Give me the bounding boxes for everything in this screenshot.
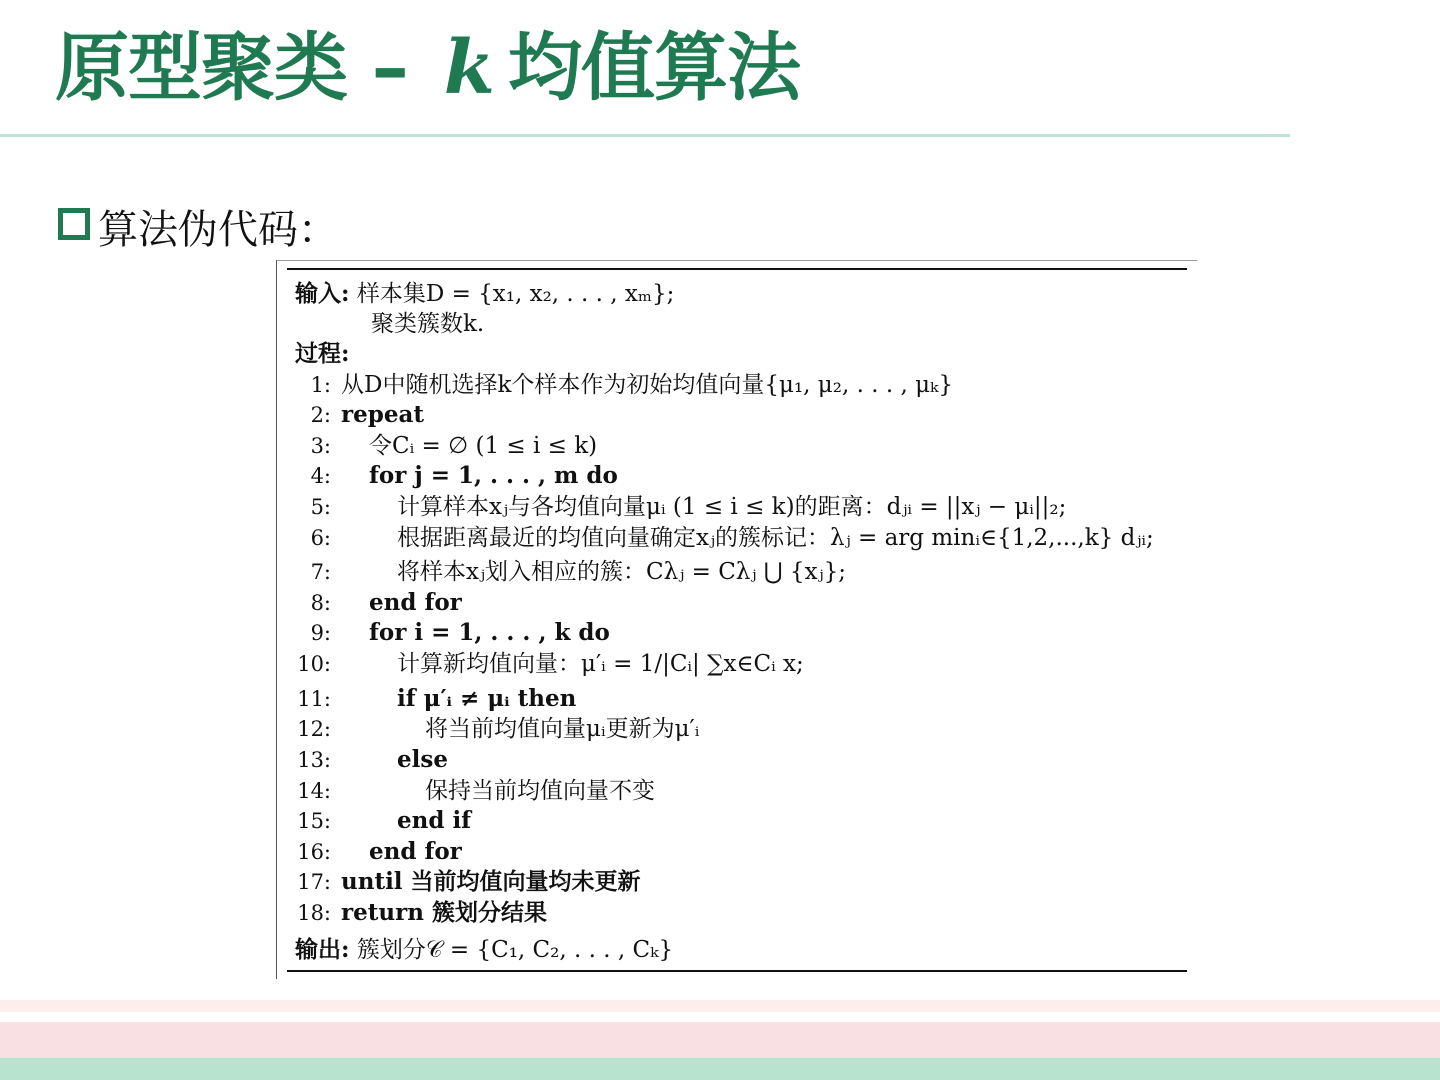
line-number: 14: <box>297 779 331 803</box>
algo-line-17 <box>295 867 641 897</box>
line-text: 计算样本xⱼ与各均值向量μᵢ (1 ≤ i ≤ k)的距离：dⱼᵢ = ||xⱼ − μᵢ||₂; <box>397 494 1067 520</box>
bullet-item <box>58 202 338 258</box>
line-text: 令Cᵢ = ∅ (1 ≤ i ≤ k) <box>369 433 598 459</box>
output-label: 输出: <box>295 936 350 963</box>
algo-line-10 <box>295 649 804 679</box>
line-number: 16: <box>297 840 331 864</box>
title-prefix: 原型聚类 – <box>55 25 408 111</box>
line-text: 从D中随机选择k个样本作为初始均值向量{μ₁, μ₂, . . . , μₖ} <box>341 372 954 398</box>
title-suffix: 均值算法 <box>508 25 801 111</box>
input-text-2: 聚类簇数k. <box>371 311 485 337</box>
line-text: 将样本xⱼ划入相应的簇：Cλⱼ = Cλⱼ ⋃ {xⱼ}; <box>397 559 846 585</box>
title-underline <box>0 134 1290 137</box>
line-text: if μ′ᵢ ≠ μᵢ then <box>397 685 577 712</box>
footer-band-pink <box>0 1022 1440 1058</box>
line-text: end if <box>397 807 472 834</box>
input-line-2 <box>371 309 484 339</box>
footer-band-light <box>0 1000 1440 1012</box>
bullet-text: 算法伪代码： <box>98 207 338 253</box>
line-number: 3: <box>310 434 331 458</box>
algo-line-15 <box>295 806 471 836</box>
line-number: 5: <box>310 495 331 519</box>
square-bullet-icon <box>58 208 90 240</box>
line-text: 将当前均值向量μᵢ更新为μ′ᵢ <box>425 716 700 742</box>
title-k: k <box>443 25 495 111</box>
algo-line-16 <box>295 837 462 867</box>
algorithm-top-rule <box>287 268 1187 270</box>
algo-line-12 <box>295 714 699 744</box>
line-text: 保持当前均值向量不变 <box>425 778 655 804</box>
line-number: 8: <box>310 591 331 615</box>
line-number: 15: <box>297 809 331 833</box>
footer-band-green <box>0 1058 1440 1080</box>
line-text: 计算新均值向量：μ′ᵢ = 1/|Cᵢ| ∑x∈Cᵢ x; <box>397 651 804 677</box>
process-line <box>295 339 350 369</box>
algo-line-11 <box>295 684 576 714</box>
input-text-1: 样本集D = {x₁, x₂, . . . , xₘ}; <box>356 281 675 307</box>
algo-line-6 <box>295 523 1154 553</box>
line-number: 6: <box>310 526 331 550</box>
algo-line-9 <box>295 618 610 648</box>
line-number: 18: <box>297 901 331 925</box>
algorithm-bottom-rule <box>287 970 1187 972</box>
line-number: 13: <box>297 748 331 772</box>
line-number: 10: <box>297 652 331 676</box>
algo-line-7 <box>295 557 846 587</box>
line-text: until 当前均值向量均未更新 <box>341 868 641 895</box>
input-label: 输入: <box>295 280 350 307</box>
algo-line-13 <box>295 745 448 775</box>
algo-line-1 <box>295 370 953 400</box>
algo-line-4 <box>295 461 618 491</box>
line-number: 7: <box>310 560 331 584</box>
process-label: 过程: <box>295 340 350 367</box>
algo-line-8 <box>295 588 462 618</box>
line-number: 2: <box>310 403 331 427</box>
line-number: 1: <box>310 373 331 397</box>
line-text: return 簇划分结果 <box>341 899 547 926</box>
line-number: 9: <box>310 621 331 645</box>
algo-line-2 <box>295 400 424 430</box>
line-text: for j = 1, . . . , m do <box>369 462 618 489</box>
algorithm-box <box>276 260 1197 979</box>
algo-line-5 <box>295 492 1066 522</box>
line-number: 17: <box>297 870 331 894</box>
line-number: 11: <box>297 687 331 711</box>
algo-line-14 <box>295 776 655 806</box>
line-text: for i = 1, . . . , k do <box>369 619 610 646</box>
output-line <box>295 935 673 965</box>
output-text: 簇划分𝒞 = {C₁, C₂, . . . , Cₖ} <box>356 937 674 963</box>
line-text: 根据距离最近的均值向量确定xⱼ的簇标记：λⱼ = arg minᵢ∈{1,2,...,k} dⱼᵢ; <box>397 525 1154 551</box>
algo-line-3 <box>295 431 597 461</box>
slide-title <box>55 22 800 114</box>
algo-line-18 <box>295 898 547 928</box>
line-text: repeat <box>341 401 424 428</box>
line-text: end for <box>369 838 462 865</box>
line-number: 4: <box>310 464 331 488</box>
line-text: else <box>397 746 448 773</box>
input-line-1 <box>295 279 674 309</box>
line-text: end for <box>369 589 462 616</box>
line-number: 12: <box>297 717 331 741</box>
